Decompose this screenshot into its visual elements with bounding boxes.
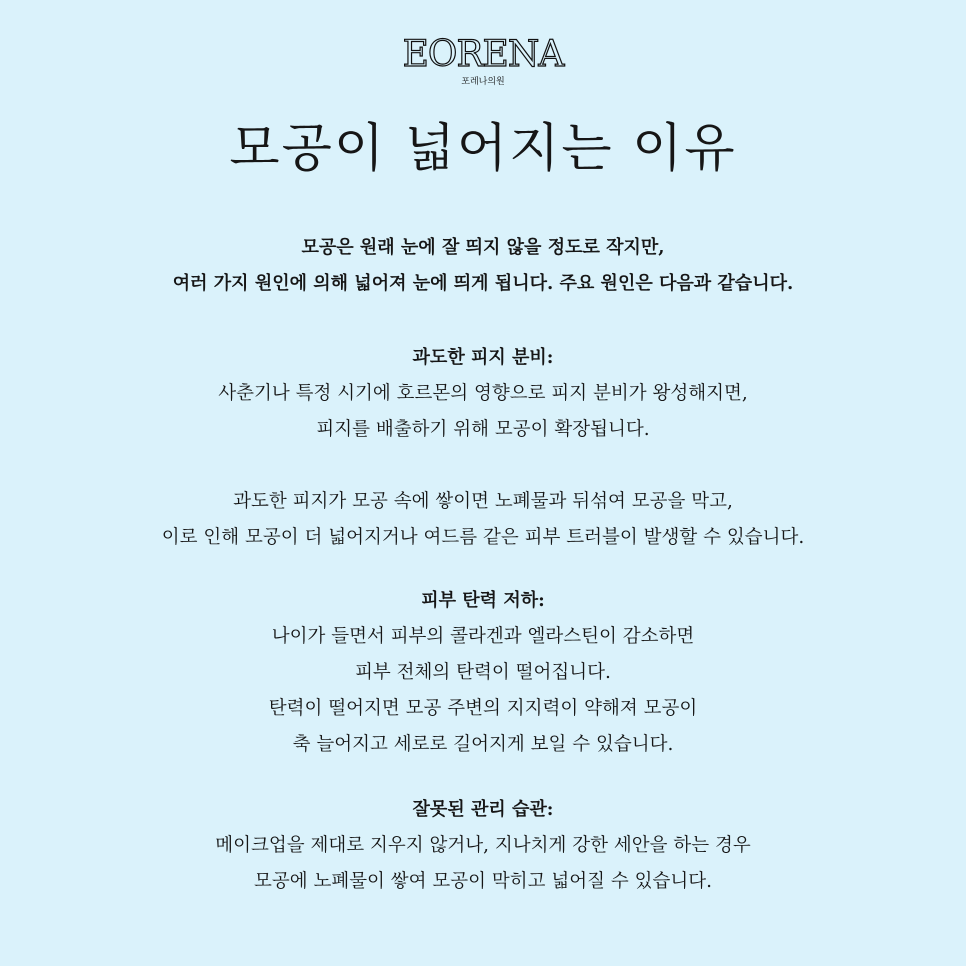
- logo-wordmark: EORENA: [402, 34, 564, 75]
- body-line: 피부 전체의 탄력이 떨어집니다.: [355, 662, 611, 683]
- brand-logo: [0, 22, 966, 92]
- body-line: 모공에 노폐물이 쌓여 모공이 막히고 넓어질 수 있습니다.: [253, 871, 713, 892]
- intro-line: 모공은 원래 눈에 잘 띄지 않을 정도로 작지만,: [301, 237, 665, 258]
- body-line: 사춘기나 특정 시기에 호르몬의 영향으로 피지 분비가 왕성해지면,: [218, 383, 748, 404]
- paragraph-gap: [0, 448, 966, 484]
- logo-mark: [402, 22, 564, 92]
- body-line: 메이크업을 제대로 지우지 않거나, 지나치게 강한 세안을 하는 경우: [215, 835, 751, 856]
- section-bad-habits: [0, 792, 966, 900]
- body-line: 과도한 피지가 모공 속에 쌓이면 노폐물과 뒤섞여 모공을 막고,: [233, 491, 733, 512]
- section-excess-sebum: [0, 340, 966, 556]
- section-elasticity-loss: [0, 583, 966, 763]
- body-line: 피지를 배출하기 위해 모공이 확장됩니다.: [316, 419, 650, 440]
- logo-korean-name: 포레나의원: [461, 77, 505, 87]
- page-title: 모공이 넓어지는 이유: [229, 119, 737, 179]
- intro-text: [0, 230, 966, 302]
- section-heading: 피부 탄력 저하:: [421, 590, 545, 611]
- body-line: 나이가 들면서 피부의 콜라겐과 엘라스틴이 감소하면: [271, 626, 695, 647]
- body-line: 축 늘어지고 세로로 길어지게 보일 수 있습니다.: [292, 734, 674, 755]
- section-heading: 과도한 피지 분비:: [412, 347, 554, 368]
- intro-line: 여러 가지 원인에 의해 넓어져 눈에 띄게 됩니다. 주요 원인은 다음과 같습니다.: [172, 273, 794, 294]
- body-line: 이로 인해 모공이 더 넓어지거나 여드름 같은 피부 트러블이 발생할 수 있습니다.: [161, 527, 805, 548]
- body-line: 탄력이 떨어지면 모공 주변의 지지력이 약해져 모공이: [268, 698, 698, 719]
- section-heading: 잘못된 관리 습관:: [412, 799, 554, 820]
